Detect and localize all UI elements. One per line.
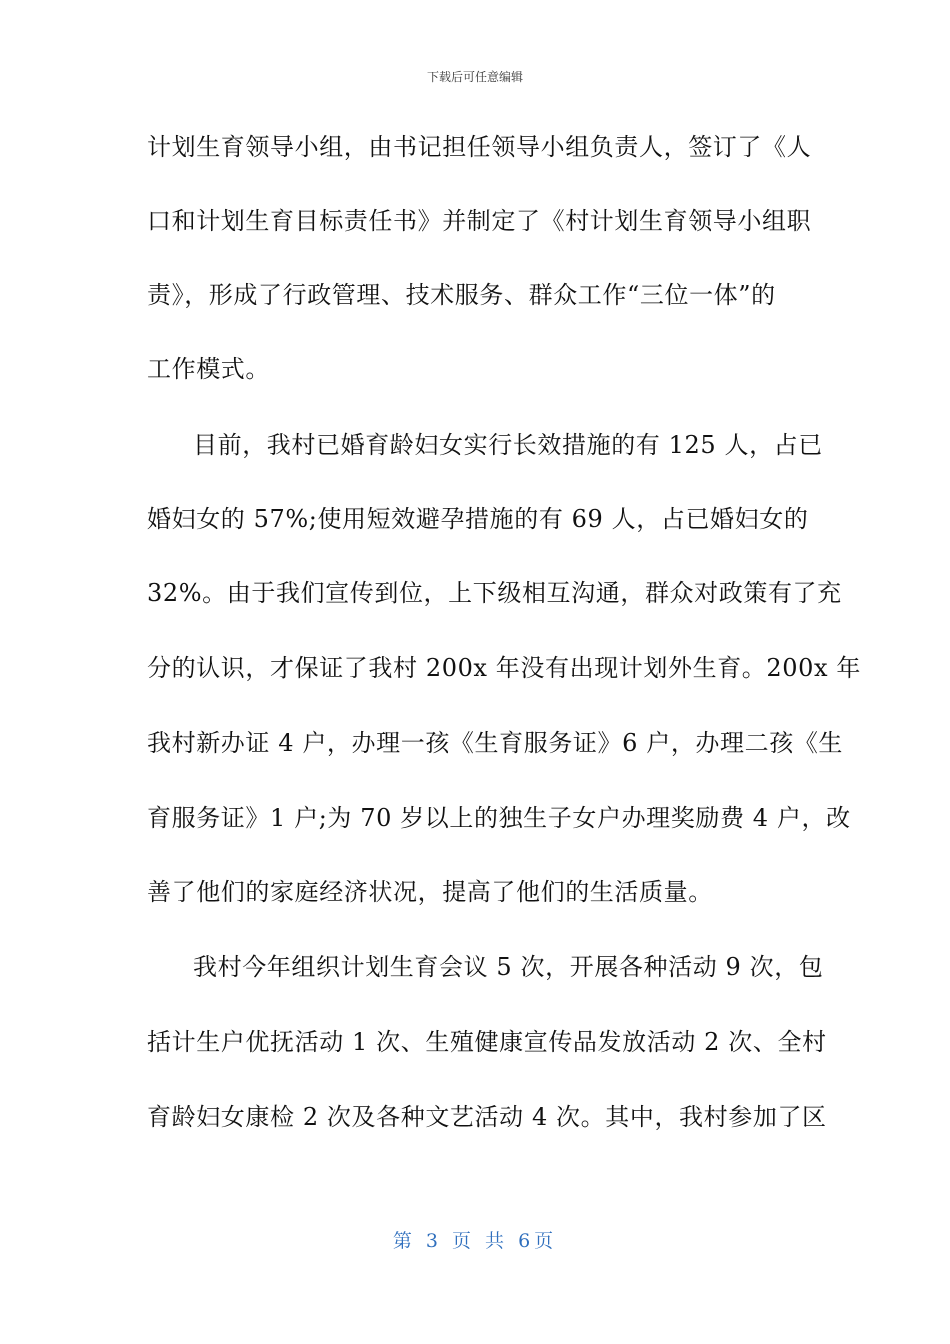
body-line: 计划生育领导小组，由书记担任领导小组负责人，签订了《人 <box>147 133 812 161</box>
body-line: 口和计划生育目标责任书》并制定了《村计划生育领导小组职 <box>147 207 812 235</box>
page-number-footer: 第 3 页 共 6页 <box>392 1230 558 1252</box>
body-line: 括计生户优抚活动 1 次、生殖健康宣传品发放活动 2 次、全村 <box>147 1028 827 1056</box>
body-line: 善了他们的家庭经济状况，提高了他们的生活质量。 <box>147 878 713 906</box>
paragraph-start-line: 目前，我村已婚育龄妇女实行长效措施的有 125 人，占已 <box>193 431 823 459</box>
body-line: 我村新办证 4 户，办理一孩《生育服务证》6 户，办理二孩《生 <box>147 729 844 757</box>
body-line: 育服务证》1 户;为 70 岁以上的独生子女户办理奖励费 4 户，改 <box>147 804 851 832</box>
body-line: 32%。由于我们宣传到位，上下级相互沟通，群众对政策有了充 <box>147 579 842 607</box>
body-line: 分的认识，才保证了我村 200x 年没有出现计划外生育。200x 年 <box>147 654 861 682</box>
header-note: 下载后可任意编辑 <box>426 70 523 84</box>
paragraph-start-line: 我村今年组织计划生育会议 5 次，开展各种活动 9 次，包 <box>193 953 824 981</box>
body-line: 婚妇女的 57%;使用短效避孕措施的有 69 人，占已婚妇女的 <box>147 505 809 533</box>
body-line: 工作模式。 <box>147 355 270 383</box>
body-line: 育龄妇女康检 2 次及各种文艺活动 4 次。其中，我村参加了区 <box>147 1103 827 1131</box>
body-line: 责》，形成了行政管理、技术服务、群众工作“三位一体”的 <box>147 281 776 309</box>
